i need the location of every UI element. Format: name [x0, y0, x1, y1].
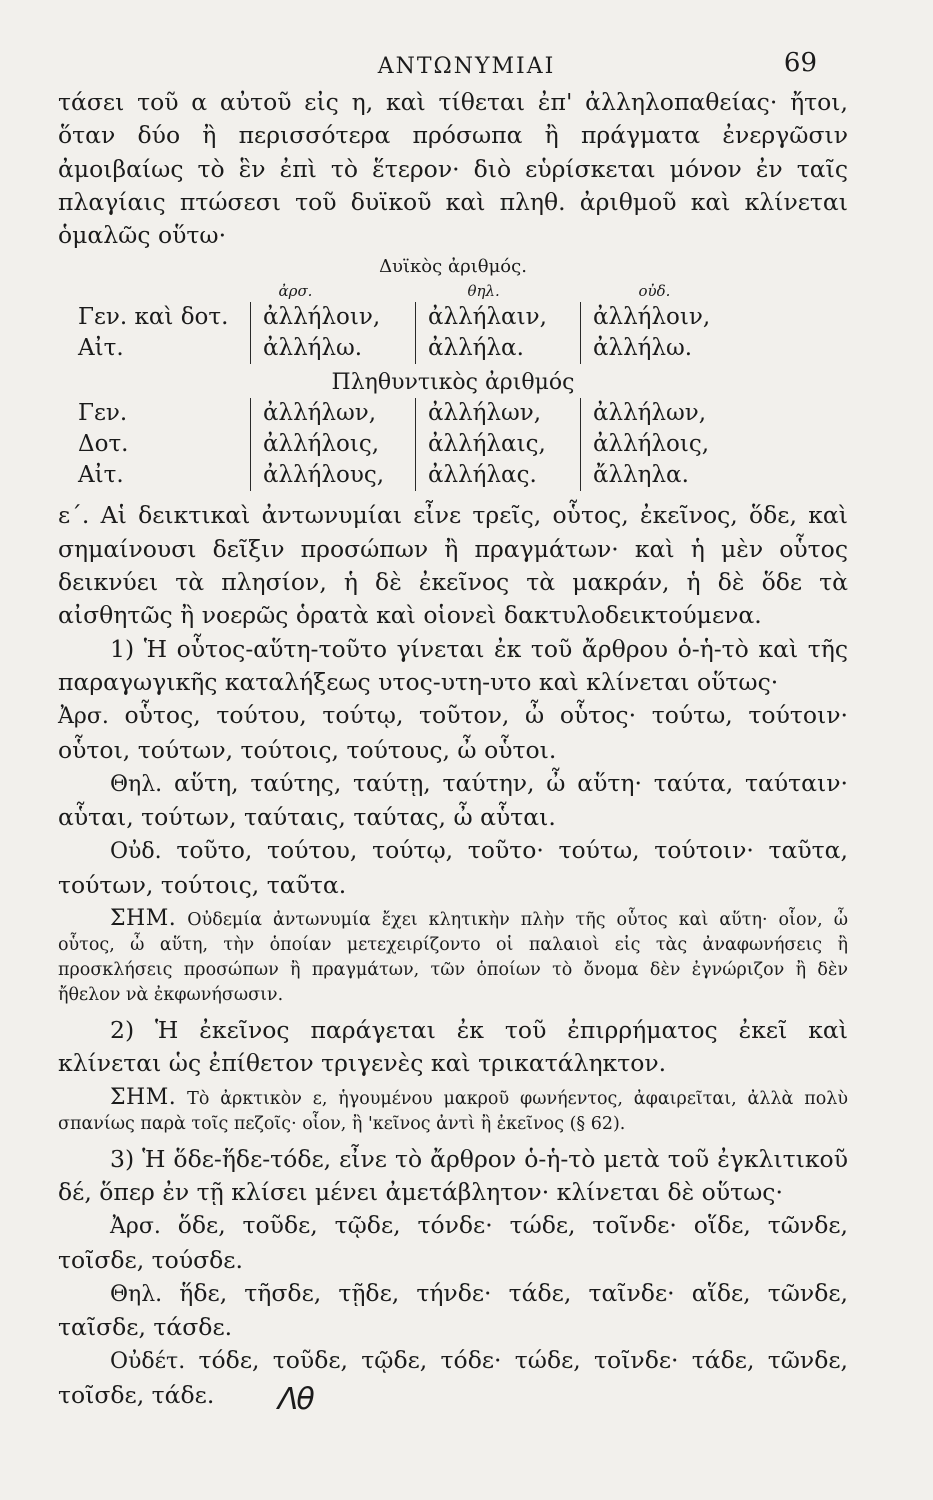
gender-label: Οὐδέτ.: [110, 1349, 186, 1375]
gender-label: Θηλ.: [110, 1281, 163, 1307]
item-2-paragraph: 2) Ἡ ἐκεῖνος παράγεται ἐκ τοῦ ἐπιρρήματος ἐκεῖ καὶ κλίνεται ὡς ἐπίθετον τριγενὲς καὶ τρικατάληκτον.: [58, 1016, 848, 1078]
item-1-masculine: [58, 699, 848, 767]
form-cell: ἀλλήλων,: [251, 398, 416, 429]
item-1-neuter: [58, 834, 848, 902]
note-lead: ΣΗΜ.: [110, 1084, 177, 1110]
form-cell: ἄλληλα.: [581, 460, 784, 491]
declension-forms: ὅδε, τοῦδε, τῷδε, τόνδε· τώδε, τοῖνδε· οἵδε, τῶνδε, τοῖσδε, τούσδε.: [58, 1211, 848, 1274]
page-header: [0, 46, 933, 86]
page-body: [58, 86, 848, 1416]
case-label: Αἰτ.: [78, 335, 124, 362]
table-row: [78, 429, 783, 460]
gender-header-fem: θηλ.: [467, 282, 500, 301]
form-cell: ἀλλήλας.: [416, 460, 581, 491]
form-cell: ἀλλήλω.: [251, 333, 416, 364]
form-cell: ἀλλήλοιν,: [581, 302, 784, 333]
form-cell: ἀλλήλαις,: [416, 429, 581, 460]
item-1-paragraph: 1) Ἡ οὗτος-αὕτη-τοῦτο γίνεται ἐκ τοῦ ἄρθρου ὁ-ἡ-τὸ καὶ τῆς παραγωγικῆς καταλήξεως υτος-υτη-υτο καὶ κλίνεται οὕτως·: [58, 634, 848, 696]
case-label: Αἰτ.: [78, 462, 124, 489]
declension-forms: αὕτη, ταύτης, ταύτῃ, ταύτην, ὦ αὕτη· ταύτα, ταύταιν· αὗται, τούτων, ταύταις, ταύτας, ὦ αὗται.: [58, 768, 848, 832]
plural-caption: Πληθυντικὸς ἀριθμός: [331, 370, 575, 396]
case-label: Γεν.: [78, 400, 128, 427]
section-e-paragraph: ε΄. Αἱ δεικτικαὶ ἀντωνυμίαι εἶνε τρεῖς, οὗτος, ἐκεῖνος, ὅδε, καὶ σημαίνουσι δεῖξιν προσώπων ἢ πραγμάτων· καὶ ἡ μὲν οὗτος δεικνύει τὰ πλησίον, ἡ δὲ ἐκεῖνος τὰ μακράν, ἡ δὲ ὅδε τὰ αἰσθητῶς ἢ νοερῶς ὁρατὰ καὶ οἱονεὶ δακτυλοδεικτούμενα.: [58, 501, 848, 630]
item-1-feminine: [58, 767, 848, 835]
declension-forms: οὗτος, τούτου, τούτῳ, τοῦτον, ὦ οὗτος· τούτω, τούτοιν· οὗτοι, τούτων, τούτοις, τούτους, ὦ οὗτοι.: [58, 701, 848, 764]
form-cell: ἀλλήλαιν,: [416, 302, 581, 333]
item-3-feminine: [58, 1277, 848, 1345]
declension-forms: τοῦτο, τούτου, τούτῳ, τοῦτο· τούτω, τούτοιν· ταῦτα, τούτων, τούτοις, ταῦτα.: [58, 836, 848, 899]
form-cell: ἀλλήλων,: [416, 398, 581, 429]
gender-label: Ἀρσ.: [58, 704, 109, 730]
handwritten-signature-mark: Λθ: [277, 1381, 313, 1417]
gender-header-neut: οὐδ.: [638, 282, 671, 301]
case-label: Δοτ.: [78, 431, 129, 458]
form-cell: ἀλλήλω.: [581, 333, 784, 364]
declension-forms: τόδε, τοῦδε, τῷδε, τόδε· τώδε, τοῖνδε· τάδε, τῶνδε, τοῖσδε, τάδε.: [58, 1346, 848, 1409]
item-1-note: [58, 906, 848, 1008]
item-3-neuter: [58, 1344, 848, 1416]
table-row: [78, 302, 783, 333]
gender-header-masc: ἀρσ.: [278, 282, 313, 301]
dual-caption: Δυϊκὸς ἀριθμός.: [379, 256, 527, 278]
intro-paragraph: τάσει τοῦ α αὐτοῦ εἰς η, καὶ τίθεται ἐπ' ἀλληλοπαθείας· ἤτοι, ὅταν δύο ἢ περισσότερα πρόσωπα ἢ πράγματα ἐνεργῶσιν ἀμοιβαίως τὸ ἓν ἐπὶ τὸ ἕτερον· διὸ εὑρίσκεται μόνον ἐν ταῖς πλαγίαις πτώσεσι τοῦ δυϊκοῦ καὶ πληθ. ἀριθμοῦ καὶ κλίνεται ὁμαλῶς οὕτω·: [58, 88, 848, 250]
table-row: [78, 398, 783, 429]
note-text: Οὐδεμία ἀντωνυμία ἔχει κλητικὴν πλὴν τῆς οὗτος καὶ αὕτη· οἷον, ὦ οὗτος, ὦ αὕτη, τὴν ὁποίαν μετεχειρίζοντο οἱ παλαιοὶ εἰς τὰς ἀναφωνήσεις ἢ προσκλήσεις προσώπων ἢ πραγμάτων, τῶν ὁποίων τὸ ὄνομα δὲν ἐγνώριζον ἢ δὲν ἤθελον νὰ ἐκφωνήσωσιν.: [58, 910, 848, 1006]
gender-label: Ἀρσ.: [110, 1214, 161, 1240]
running-title: ΑΝΤΩΝΥΜΙΑΙ: [377, 54, 556, 79]
note-text: Τὸ ἀρκτικὸν ε, ἡγουμένου μακροῦ φωνήεντος, ἀφαιρεῖται, ἀλλὰ πολὺ σπανίως παρὰ τοῖς πεζοῖς· οἷον, ἢ 'κεῖνος ἀντὶ ἢ ἐκεῖνος (§ 62).: [58, 1088, 848, 1134]
table-row: [78, 460, 783, 491]
item-3-masculine: [58, 1209, 848, 1277]
form-cell: ἀλλήλα.: [416, 333, 581, 364]
case-label: Γεν. καὶ δοτ.: [78, 304, 229, 331]
gender-label: Θηλ.: [110, 771, 163, 797]
form-cell: ἀλλήλοιν,: [251, 302, 416, 333]
note-lead: ΣΗΜ.: [110, 906, 177, 932]
dual-declension-table: [58, 280, 848, 364]
plural-declension-table: [58, 398, 848, 491]
item-2-note: [58, 1085, 848, 1137]
gender-label: Οὐδ.: [110, 839, 162, 865]
table-row: [78, 333, 783, 364]
item-3-paragraph: 3) Ἡ ὅδε-ἥδε-τόδε, εἶνε τὸ ἄρθρον ὁ-ἡ-τὸ μετὰ τοῦ ἐγκλιτικοῦ δέ, ὅπερ ἐν τῇ κλίσει μένει ἀμετάβλητον· κλίνεται δὲ οὕτως·: [58, 1144, 848, 1206]
page-number: 69: [783, 48, 817, 78]
form-cell: ἀλλήλους,: [251, 460, 416, 491]
form-cell: ἀλλήλων,: [581, 398, 784, 429]
declension-forms: ἥδε, τῆσδε, τῇδε, τήνδε· τάδε, ταῖνδε· αἵδε, τῶνδε, ταῖσδε, τάσδε.: [58, 1278, 848, 1342]
form-cell: ἀλλήλοις,: [581, 429, 784, 460]
form-cell: ἀλλήλοις,: [251, 429, 416, 460]
